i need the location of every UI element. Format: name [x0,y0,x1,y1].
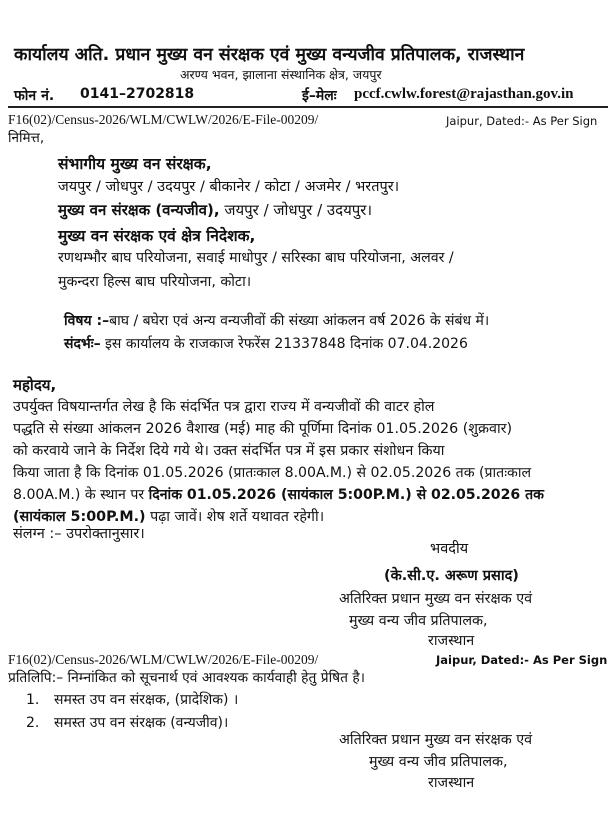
file-number: F16(02)/Census-2026/WLM/CWLW/2026/E-File-00209/ [8,112,319,127]
subject-text: बाघ / बघेरा एवं अन्य वन्यजीवों की संख्या आंकलन वर्ष 2026 के संबंध में। [109,313,490,329]
body-paragraph [13,396,599,528]
recipient-3-line1: रणथम्भौर बाघ परियोजना, सवाई माधोपुर / सरिस्का बाघ परियोजना, अलवर / [58,250,454,266]
body-line-6-normal: पढ़ा जावें। शेष शर्ते यथावत रहेगी। [145,509,325,525]
email-label: ई–मेलः [302,88,337,104]
copy-item-2 [26,713,228,732]
signatory2-designation-2: मुख्य वन्य जीव प्रतिपालक, [369,754,508,770]
email-address: pccf.cwlw.forest@rajasthan.gov.in [354,86,574,102]
body-line-1: उपर्युक्त विषयान्तर्गत लेख है कि संदर्भित पत्र द्वारा राज्य में वन्यजीवों की वाटर होल [13,399,435,415]
valediction: भवदीय [430,541,469,557]
recipient-3-title: मुख्य वन संरक्षक एवं क्षेत्र निदेशक, [58,227,256,245]
phone-label: फोन नं. [14,88,55,104]
phone-number: 0141–2702818 [80,86,195,102]
signatory2-designation-1: अतिरिक्त प्रधान मुख्य वन संरक्षक एवं [339,732,533,748]
signatory-designation-2: मुख्य वन्य जीव प्रतिपालक, [349,613,488,629]
copy-item-1 [26,690,238,709]
recipient-2 [58,200,372,220]
body-line-3: को करवाये जाने के निर्देश दिये गये थे। उक्त संदर्भित पत्र में इस प्रकार संशोधन किया [13,443,445,459]
body-line-5 [13,484,599,506]
signatory-name: (के.सी.ए. अरूण प्रसाद) [384,568,519,584]
copy-file-date: Jaipur, Dated:- As Per Sign [436,653,608,667]
reference-label: संदर्भः– [64,336,101,352]
body-line-5-bold: दिनांक 01.05.2026 (सायंकाल 5:00P.M.) से 02.05.2026 तक [148,487,544,503]
reference-line [64,334,468,353]
copy-item-2-text: समस्त उप वन संरक्षक (वन्यजीव)। [54,715,229,731]
signatory-designation-1: अतिरिक्त प्रधान मुख्य वन संरक्षक एवं [339,591,533,607]
copy-file-number: F16(02)/Census-2026/WLM/CWLW/2026/E-File-00209/ [8,652,319,667]
body-line-2: पद्धति से संख्या आंकलन 2026 वैशाख (मई) माह की पूर्णिमा दिनांक 01.05.2026 (शुक्रवार) [13,421,513,437]
copy-item-1-text: समस्त उप वन संरक्षक, (प्रादेशिक) । [54,692,239,708]
subject-label: विषय :– [64,313,110,329]
recipient-1-places: जयपुर / जोधपुर / उदयपुर / बीकानेर / कोटा / अजमेर / भरतपुर। [58,179,400,195]
recipient-2-title: मुख्य वन संरक्षक (वन्यजीव), [58,201,220,219]
copy-intro: प्रतिलिपि:– निम्नांकित को सूचनार्थ एवं आवश्यक कार्यवाही हेतु प्रेषित है। [8,670,365,686]
body-line-5-normal: 8.00A.M.) के स्थान पर [13,487,149,503]
office-title: कार्यालय अति. प्रधान मुख्य वन संरक्षक एवं मुख्य वन्यजीव प्रतिपालक, राजस्थान [14,45,525,65]
nimitt-label: निमित्त, [8,130,45,146]
signatory2-designation-3: राजस्थान [428,775,475,791]
recipient-2-places: जयपुर / जोधपुर / उदयपुर। [219,201,373,219]
office-address: अरण्य भवन, झालाना संस्थानिक क्षेत्र, जयपुर [180,67,382,82]
body-line-6-bold: (सायंकाल 5:00P.M.) [13,509,146,525]
header-divider [8,106,608,108]
copy-item-1-number: 1. [26,692,40,708]
salutation: महोदय, [13,376,57,394]
file-date: Jaipur, Dated:- As Per Sign [446,114,598,128]
reference-text: इस कार्यालय के राजकाज रेफरेंस 21337848 दिनांक 07.04.2026 [100,336,468,352]
copy-item-2-number: 2. [26,715,40,731]
signatory-designation-3: राजस्थान [428,633,475,649]
recipient-3-line2: मुकन्दरा हिल्स बाघ परियोजना, कोटा। [58,274,252,290]
enclosure-line: संलग्न :– उपरोक्तानुसार। [13,526,145,542]
recipient-1-title: संभागीय मुख्य वन संरक्षक, [58,155,212,173]
subject-line [64,311,489,330]
body-line-4: किया जाता है कि दिनांक 01.05.2026 (प्रातःकाल 8.00A.M.) से 02.05.2026 तक (प्रातःकाल [13,465,532,481]
